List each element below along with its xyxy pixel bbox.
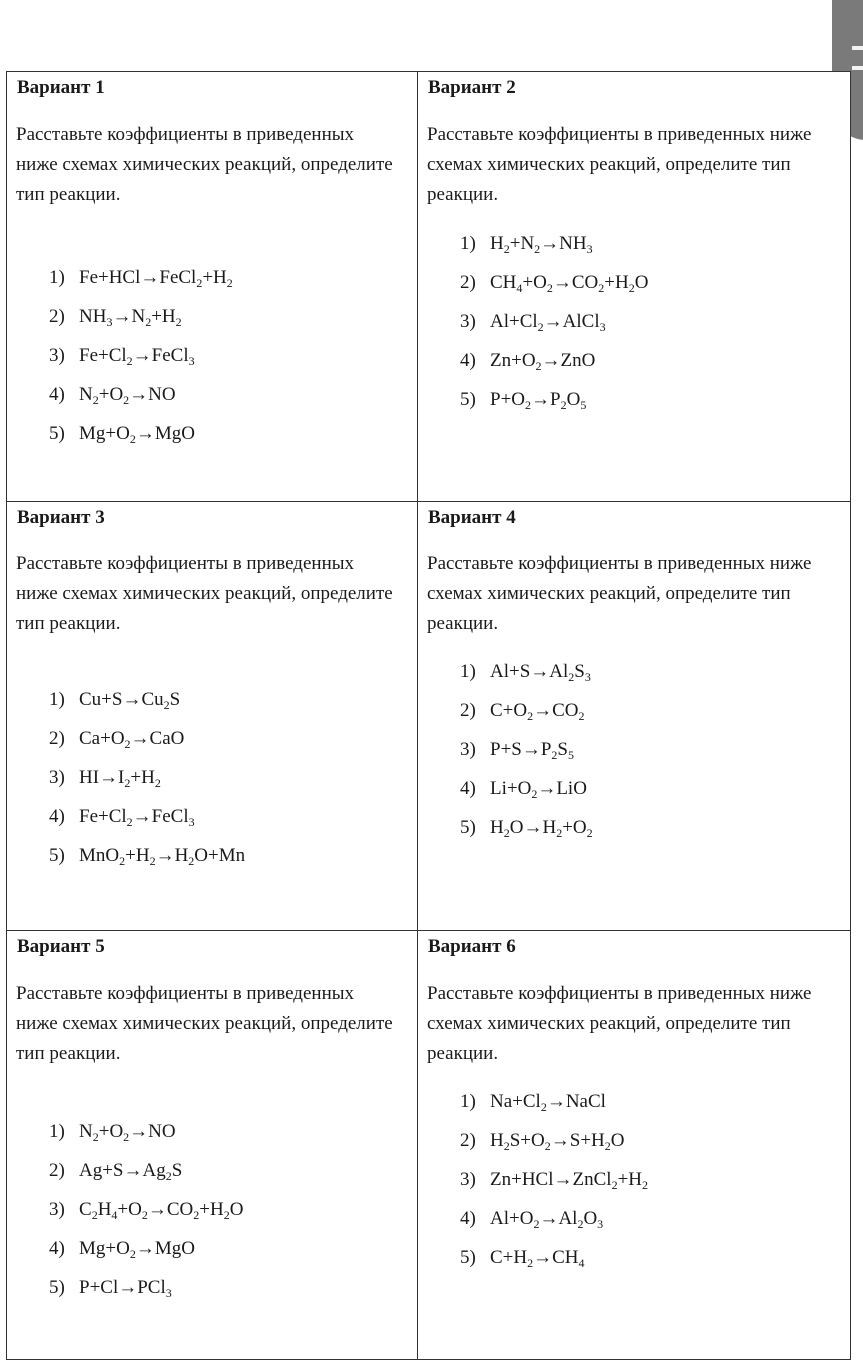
variant-title: Вариант 4	[428, 507, 516, 528]
equation-item: 2) $C+O_2\to CO_2$	[460, 700, 585, 723]
task-text: Расставьте коэффициенты в приведенных ниже схемах химических реакций, определите тип реакции.	[16, 124, 393, 205]
variant-title: Вариант 6	[428, 936, 516, 957]
equation-item: 1) $Na+Cl_2\to NaCl$	[460, 1091, 606, 1114]
equation-item: 2) $Ag+S\to Ag_2S$	[49, 1160, 183, 1183]
equation-list	[49, 1112, 243, 1307]
equation-item: 2) $H_2S+O_2\to S+H_2O$	[460, 1130, 625, 1153]
equation-item: 4) $Al+O_2\to Al_2O_3$	[460, 1208, 604, 1231]
equation-item: 4) $Mg+O_2\to MgO$	[49, 1238, 195, 1261]
equation-item: 4) $Li+O_2\to LiO$	[460, 778, 587, 801]
task-text: Расставьте коэффициенты в приведенных ниже схемах химических реакций, определите тип реакции.	[427, 124, 812, 205]
equation-item: 5) $MnO_2+H_2\to H_2O+Mn$	[49, 845, 246, 868]
variant-title: Вариант 1	[17, 77, 105, 98]
equation-item: 5) $P+O_2\to P_2O_5$	[460, 389, 587, 412]
variant-title: Вариант 5	[17, 936, 105, 957]
equation-item: 2) $CH_4+O_2\to CO_2+H_2O$	[460, 272, 649, 295]
equation-list	[49, 258, 233, 453]
task-text: Расставьте коэффициенты в приведенных ниже схемах химических реакций, определите тип реакции.	[427, 553, 812, 634]
equation-item: 3) $C_2H_4+O_2\to CO_2+H_2O$	[49, 1199, 244, 1222]
equation-item: 4) $Fe+Cl_2\to FeCl_3$	[49, 806, 195, 829]
equation-list	[460, 1082, 648, 1277]
variant-cell-2	[417, 71, 851, 502]
variant-title: Вариант 3	[17, 507, 105, 528]
variant-title: Вариант 2	[428, 77, 516, 98]
variant-cell-3	[6, 501, 418, 931]
equation-item: 3) $Al+Cl_2\to AlCl_3$	[460, 311, 606, 334]
equation-item: 1) $Cu+S\to Cu_2S$	[49, 689, 181, 712]
task-text: Расставьте коэффициенты в приведенных ниже схемах химических реакций, определите тип реакции.	[427, 983, 812, 1064]
equation-item: 1) $N_2+O_2\to NO$	[49, 1121, 176, 1144]
equation-list	[460, 224, 648, 419]
equation-item: 1) $H_2+N_2\to NH_3$	[460, 233, 593, 256]
task-text: Расставьте коэффициенты в приведенных ниже схемах химических реакций, определите тип реакции.	[16, 553, 393, 634]
equation-item: 3) $Zn+HCl\to ZnCl_2+H_2$	[460, 1169, 648, 1192]
equation-list	[460, 652, 593, 847]
equation-item: 5) $C+H_2\to CH_4$	[460, 1247, 585, 1270]
equation-list	[49, 680, 245, 875]
equation-item: 1) $Al+S\to Al_2S_3$	[460, 661, 591, 684]
equation-item: 3) $Fe+Cl_2\to FeCl_3$	[49, 345, 195, 368]
equation-item: 4) $N_2+O_2\to NO$	[49, 384, 176, 407]
variant-cell-6	[417, 930, 851, 1360]
variant-cell-5	[6, 930, 418, 1360]
equation-item: 3) $P+S\to P_2S_5$	[460, 739, 574, 762]
equation-item: 2) $NH_3\to N_2+H_2$	[49, 306, 182, 329]
variant-cell-1	[6, 71, 418, 502]
equation-item: 2) $Ca+O_2\to CaO$	[49, 728, 185, 751]
tab-grip-line	[852, 46, 863, 50]
equation-item: 4) $Zn+O_2\to ZnO$	[460, 350, 596, 373]
equation-item: 1) $Fe+HCl\to FeCl_2+H_2$	[49, 267, 233, 290]
equation-item: 5) P+Cl→PCl$_3$	[49, 1277, 172, 1300]
task-text: Расставьте коэффициенты в приведенных ниже схемах химических реакций, определите тип реакции.	[16, 983, 393, 1064]
equation-item: 5) $H_2O\to H_2+O_2$	[460, 817, 593, 840]
equation-item: 3) $HI\to I_2+H_2$	[49, 767, 161, 790]
variant-cell-4	[417, 501, 851, 931]
equation-item: 5) $Mg+O_2\to MgO$	[49, 423, 195, 446]
tab-grip-line	[852, 66, 863, 70]
